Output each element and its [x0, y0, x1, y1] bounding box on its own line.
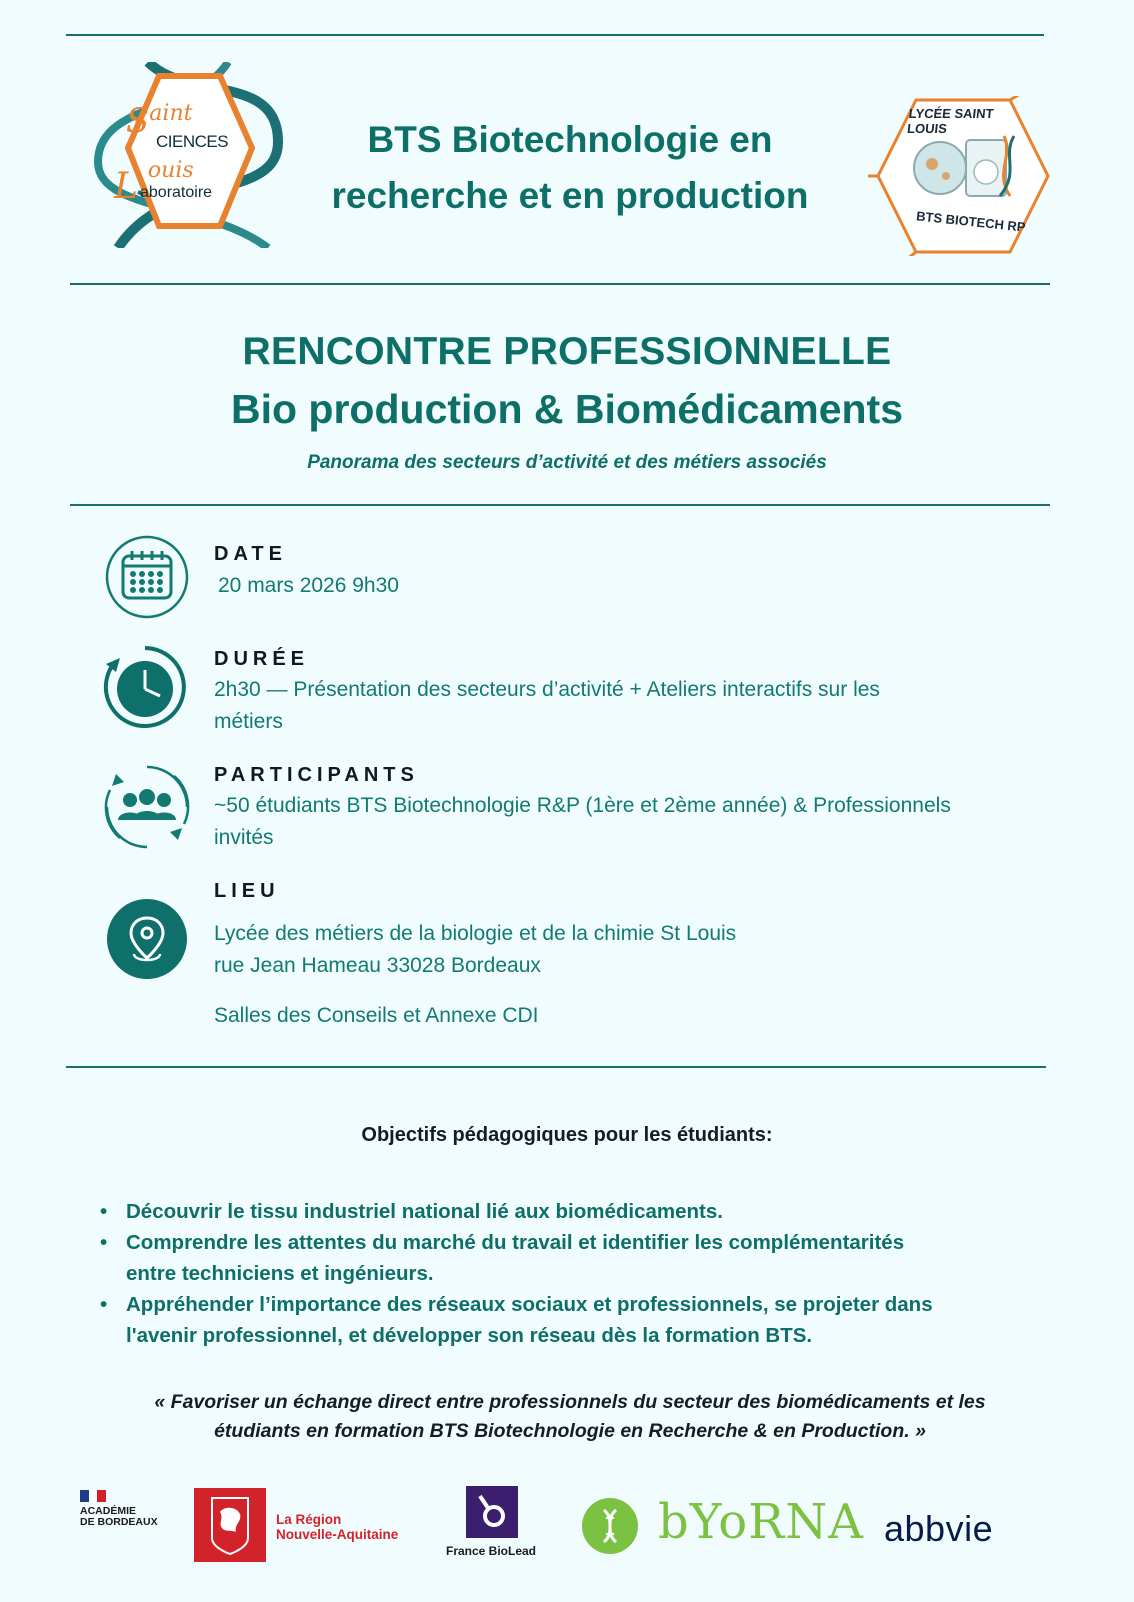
duree-label: DURÉE [214, 648, 310, 670]
calendar-icon [104, 534, 190, 620]
location-pin-icon [104, 896, 190, 982]
logo-word-aboratoire: aboratoire [140, 184, 213, 201]
divider-header [70, 283, 1050, 285]
logo-letter-s: S [126, 101, 150, 141]
logo-word-aint: aint [149, 101, 193, 126]
saint-louis-sciences-logo [78, 62, 300, 248]
date-value: 20 mars 2026 9h30 [218, 574, 399, 597]
lieu-label: LIEU [214, 880, 280, 902]
lieu-rooms: Salles des Conseils et Annexe CDI [214, 1004, 539, 1027]
duree-value: 2h30 — Présentation des secteurs d’activité + Ateliers interactifs sur les métiers [214, 678, 880, 733]
event-subtitle: Panorama des secteurs d’activité et des métiers associés [307, 452, 827, 473]
program-title-line1: BTS Biotechnologie en [367, 119, 773, 160]
logo-right-top-text: LYCÉE SAINT LOUIS [906, 106, 995, 136]
region-lion-emblem [194, 1488, 266, 1562]
byorna-logo: bYoRNA [582, 1496, 862, 1556]
program-title-line2: recherche et en production [331, 175, 809, 216]
academie-bordeaux-logo: ACADÉMIE DE BORDEAUX [80, 1490, 176, 1556]
event-title-line1: RENCONTRE PROFESSIONNELLE [242, 330, 892, 373]
logo-right-bottom-text: BTS BIOTECH RP [915, 208, 1027, 235]
participants-value: ~50 étudiants BTS Biotechnologie R&P (1ère et 2ème année) & Professionnels invités [214, 794, 951, 849]
logo-word-ouis: ouis [147, 158, 194, 183]
event-title-line2: Bio production & Biomédicaments [231, 386, 903, 432]
objective-item: • Appréhender l’importance des réseaux sociaux et professionnels, se projeter dans l'avenir professionnel, et développer son réseau dès la formation BTS. [100, 1289, 1060, 1351]
france-biolead-logo: France BioLead [436, 1486, 546, 1566]
participants-label: PARTICIPANTS [214, 764, 419, 786]
abbvie-logo: abbvie [884, 1508, 994, 1549]
date-label: DATE [214, 543, 287, 565]
objectives-title: Objectifs pédagogiques pour les étudiants: [361, 1124, 773, 1146]
objective-item: • Comprendre les attentes du marché du travail et identifier les complémentarités entre techniciens et ingénieurs. [100, 1227, 1060, 1289]
lycee-saint-louis-bts-logo [868, 96, 1058, 256]
biolead-icon [466, 1486, 518, 1538]
clock-icon [102, 644, 188, 730]
lieu-address: Lycée des métiers de la biologie et de la chimie St Louis rue Jean Hameau 33028 Bordeaux [214, 922, 737, 977]
divider-event [70, 504, 1050, 506]
participants-icon [104, 764, 190, 850]
divider-top [66, 34, 1044, 36]
closing-quote: « Favoriser un échange direct entre professionnels du secteur des biomédicaments et les étudiants en formation BTS Biotechnologie en Recherche & en Production. » [154, 1391, 986, 1442]
region-nouvelle-aquitaine-logo: La Région Nouvelle-Aquitaine [194, 1488, 414, 1562]
objectives-list [100, 1196, 1060, 1351]
divider-objectives [66, 1066, 1046, 1068]
logo-word-sciences: CIENCES [156, 132, 229, 151]
byorna-dna-icon [582, 1498, 638, 1554]
program-title [290, 112, 850, 224]
objective-item: • Découvrir le tissu industriel national lié aux biomédicaments. [100, 1196, 1060, 1227]
logo-letter-l: L [114, 166, 138, 207]
